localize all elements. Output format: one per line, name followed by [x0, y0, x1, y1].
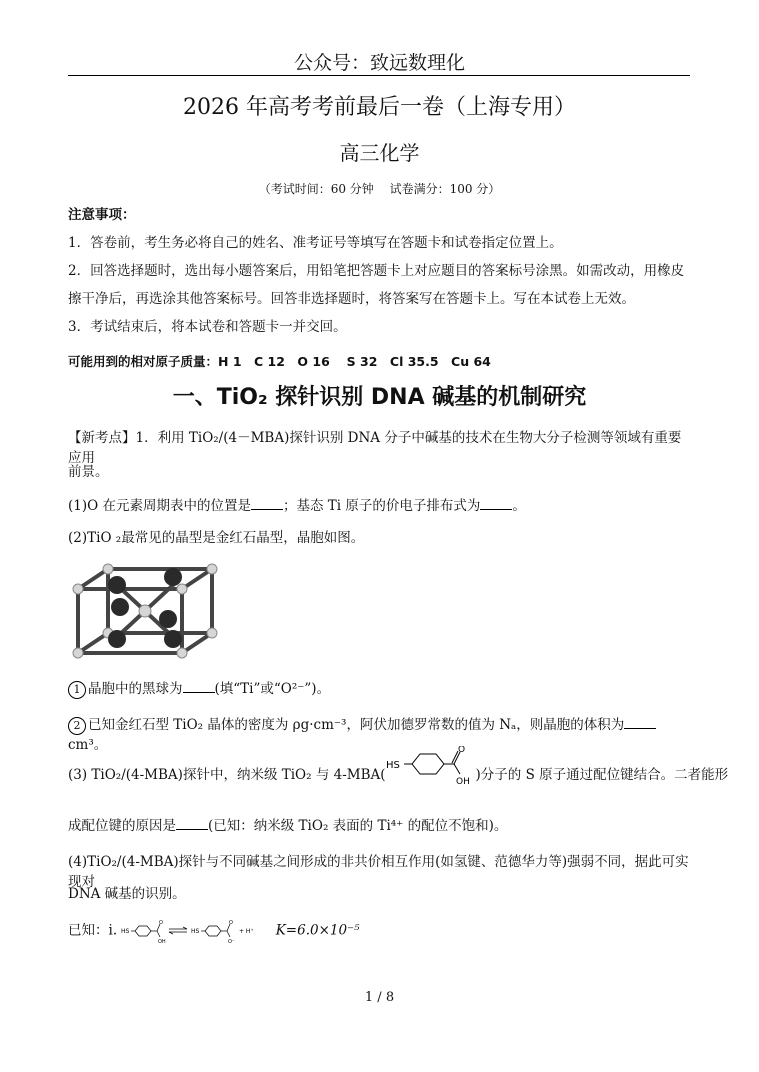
o-label: O: [159, 920, 164, 926]
answer-blank: [480, 497, 512, 510]
question-intro-line1: 【新考点】1．利用 TiO₂/(4－MBA)探针识别 DNA 分子中碱基的技术在生物大分子检测等领域有重要应用: [68, 430, 682, 466]
o-label: O: [229, 920, 234, 926]
q2-2-text-b: cm³。: [68, 737, 108, 753]
q2-1-text-a: 晶胞中的黑球为: [88, 681, 183, 697]
hs-label: HS: [121, 928, 130, 935]
circled-number-1: 1: [68, 681, 86, 699]
known-equilibrium: [68, 918, 692, 944]
header-divider: [68, 75, 690, 76]
answer-blank: [176, 817, 208, 830]
o-minus-label: O⁻: [228, 939, 235, 944]
exam-title: 2026 年高考考前最后一卷（上海专用）: [183, 95, 576, 120]
subquestion-4-line2: DNA 碱基的识别。: [68, 886, 186, 902]
equilibrium-reaction-icon: [121, 918, 271, 944]
q1-text-b: ；基态 Ti 原子的价电子排布式为: [282, 498, 481, 514]
q3-line2-text-a: 成配位键的原因是: [68, 818, 176, 834]
oh-label: OH: [455, 776, 470, 786]
note-item: 3．考试结束后，将本试卷和答题卡一并交回。: [68, 319, 347, 335]
rutile-unit-cell-figure: [70, 555, 220, 670]
page-number: 1 / 8: [364, 990, 395, 1005]
equilibrium-constant: K=6.0×10⁻⁵: [275, 922, 360, 939]
header-text: 公众号：致远数理化: [293, 52, 465, 74]
answer-blank: [183, 680, 215, 693]
known-label: 已知：i.: [68, 922, 118, 939]
q3-text-a: (3) TiO₂/(4-MBA)探针中，纳米级 TiO₂ 与 4-MBA(: [68, 767, 386, 783]
h-plus-label: + H⁺: [239, 928, 255, 935]
hs-label: HS: [191, 928, 200, 935]
q3-line2-text-b: (已知：纳米级 TiO₂ 表面的 Ti⁴⁺ 的配位不饱和)。: [208, 818, 508, 834]
section-title: 一、TiO₂ 探针识别 DNA 碱基的机制研究: [172, 385, 587, 410]
o-label: O: [457, 745, 465, 755]
notes-heading: 注意事项：: [68, 207, 136, 223]
note-item: 1．答卷前，考生务必将自己的姓名、准考证号等填写在答题卡和试卷指定位置上。: [68, 235, 563, 251]
subquestion-4-line1: (4)TiO₂/(4-MBA)探针与不同碱基之间形成的非共价相互作用(如氢键、范德华力等)强弱不同，据此可实现对: [68, 854, 689, 890]
exam-subtitle: 高三化学: [339, 141, 420, 165]
exam-info: （考试时间：60 分钟 试卷满分：100 分）: [258, 182, 501, 196]
hs-label: HS: [385, 759, 400, 771]
subquestion-3-line2: [68, 816, 692, 836]
subquestion-1: [68, 496, 692, 516]
answer-blank: [624, 716, 656, 729]
q2-1-text-b: (填“Ti”或“O²⁻”)。: [214, 681, 331, 697]
q2-2-text-a: 已知金红石型 TiO₂ 晶体的密度为 ρg·cm⁻³，阿伏加德罗常数的值为 Nₐ，则晶胞的体积为: [88, 717, 625, 733]
subquestion-2: (2)TiO ₂最常见的晶型是金红石晶型，晶胞如图。: [68, 530, 365, 546]
q3-text-b: )分子的 S 原子通过配位键结合。二者能形: [475, 767, 729, 783]
4-mba-structure-icon: [386, 746, 476, 786]
circled-number-2: 2: [68, 717, 86, 735]
subquestion-2-1: [68, 679, 692, 699]
note-item: 擦干净后，再选涂其他答案标号。回答非选择题时，将答案写在答题卡上。写在本试卷上无效。: [68, 291, 635, 307]
q1-text-a: (1)O 在元素周期表中的位置是: [68, 498, 251, 514]
subquestion-2-2: [68, 715, 692, 755]
question-intro-line2: 前景。: [68, 464, 109, 480]
q1-text-c: 。: [512, 498, 526, 514]
note-item: 2．回答选择题时，选出每小题答案后，用铅笔把答题卡上对应题目的答案标号涂黑。如需改动，用橡皮: [68, 263, 685, 279]
atomic-masses: 可能用到的相对原子质量：H 1 C 12 O 16 S 32 Cl 35.5 Cu 64: [68, 354, 491, 369]
answer-blank: [251, 497, 283, 510]
oh-label: OH: [158, 939, 167, 944]
